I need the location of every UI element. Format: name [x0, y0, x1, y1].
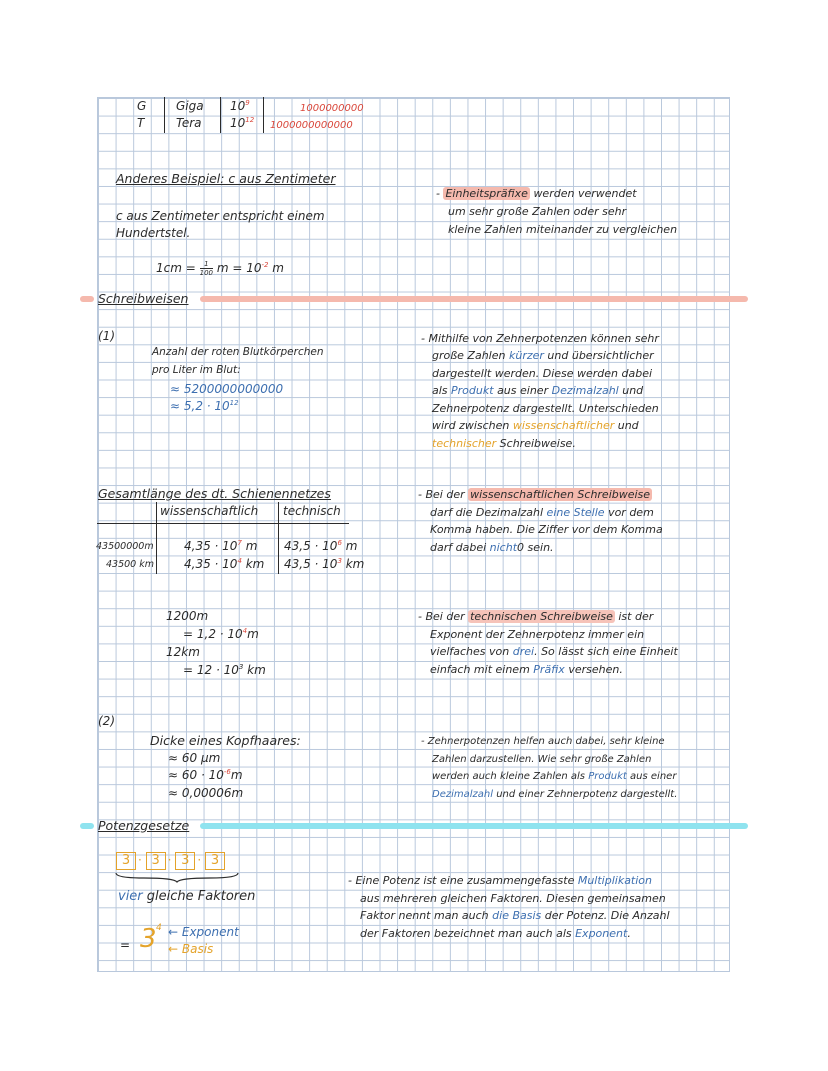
note-wiss-line-3: Komma haben. Die Ziffer vor dem Komma — [430, 523, 663, 536]
section-title-potenzgesetze: Potenzgesetze — [98, 818, 190, 833]
note-tech-line-3: vielfaches von drei. So lässt sich eine Einheit — [430, 645, 678, 658]
tech-example-2: = $1,2 \cdot 10^4m$ — [183, 627, 259, 641]
section-bar-right — [200, 296, 748, 302]
blood-value-1: ≈ 5200000000000 — [170, 382, 284, 396]
table-divider — [164, 97, 165, 133]
rail-tech-1: $43,5 \cdot 10^6$ m — [284, 539, 358, 553]
rail-table-title: Gesamtlänge des dt. Schienennetzes — [98, 486, 331, 501]
note-small-line-4: Dezimalzahl und einer Zehnerpotenz dargestellt. — [432, 789, 678, 800]
prefix-number-giga: 1000000000 — [300, 103, 364, 114]
note-small-line-3: werden auch kleine Zahlen als Produkt aus einer — [432, 771, 677, 782]
power-exponent: 4 — [156, 923, 162, 933]
rail-col-wiss: wissenschaftlich — [160, 504, 259, 518]
note-wiss-line-4: darf dabei nicht0 sein. — [430, 541, 554, 554]
tech-example-4: = $12 \cdot 10^3$ km — [183, 663, 266, 677]
section-bar-right — [200, 823, 748, 829]
blood-line-2: pro Liter im Blut: — [152, 364, 241, 376]
tech-example-1: 1200m — [166, 609, 209, 623]
note-zehner-line-4: als Produkt aus einer Dezimalzahl und — [432, 384, 644, 397]
section-bar-left — [80, 823, 94, 829]
rail-header-line — [97, 523, 349, 524]
note-power-line-4: der Faktoren bezeichnet man auch als Exponent. — [360, 927, 631, 940]
note-power-line-1: - Eine Potenz ist eine zusammengefasste Multiplikation — [348, 874, 653, 887]
label-1: (1) — [98, 329, 115, 343]
note-small-line-1: - Zehnerpotenzen helfen auch dabei, sehr kleine — [421, 736, 665, 747]
rail-wiss-2: $4,35 \cdot 10^4$ km — [184, 557, 265, 571]
table-divider — [263, 97, 264, 133]
hair-title: Dicke eines Kopfhaares: — [150, 733, 301, 748]
rail-col-divider — [278, 502, 279, 574]
hair-value-3: ≈ 0,00006m — [168, 786, 244, 800]
power-factors: 3 · 3 · 3 · 3 — [116, 852, 227, 870]
prefix-name-giga: Giga — [176, 99, 204, 113]
example-formula: 1cm = $\frac{1}{100}$ $m = 10^{-2}$ m — [156, 260, 284, 277]
note-power-line-2: aus mehreren gleichen Faktoren. Diesen gemeinsamen — [360, 892, 666, 905]
note-tech-line-4: einfach mit einem Präfix versehen. — [430, 663, 623, 676]
prefix-power-tera: $10^{12}$ — [230, 116, 255, 130]
note-zehner-line-7: technischer Schreibweise. — [432, 437, 576, 450]
example-line-1: c aus Zentimeter entspricht einem — [116, 209, 325, 223]
hair-value-2: ≈ $60 \cdot 10^{-6}m$ — [168, 768, 243, 782]
rail-col-divider — [156, 502, 157, 574]
prefix-name-tera: Tera — [176, 116, 202, 130]
label-basis: ← Basis — [168, 942, 214, 956]
note-small-line-2: Zahlen darzustellen. Wie sehr große Zahlen — [432, 754, 652, 765]
rail-tech-2: $43,5 \cdot 10^3$ km — [284, 557, 365, 571]
power-equals: = — [120, 938, 131, 952]
example-line-2: Hundertstel. — [116, 226, 191, 240]
note-prefix-line-3: kleine Zahlen miteinander zu vergleichen — [448, 223, 678, 236]
tech-example-3: 12km — [166, 645, 200, 659]
note-zehner-line-1: - Mithilfe von Zehnerpotenzen können sehr — [421, 332, 659, 345]
rail-raw-1: 43500000m — [96, 541, 154, 552]
rail-raw-2: 43500 km — [106, 559, 154, 570]
label-2: (2) — [98, 714, 115, 728]
note-tech-line-1: - Bei der technischen Schreibweise ist der — [418, 610, 654, 623]
power-base: 3 — [140, 924, 157, 954]
section-title-schreibweisen: Schreibweisen — [98, 291, 189, 306]
table-divider — [220, 97, 221, 133]
rail-col-tech: technisch — [283, 504, 341, 518]
note-zehner-line-5: Zehnerpotenz dargestellt. Unterschieden — [432, 402, 659, 415]
note-prefix-line-2: um sehr große Zahlen oder sehr — [448, 205, 627, 218]
brace-icon — [114, 871, 240, 883]
section-bar-left — [80, 296, 94, 302]
note-zehner-line-2: große Zahlen kürzer und übersichtlicher — [432, 349, 654, 362]
rail-wiss-1: $4,35 \cdot 10^7$ m — [184, 539, 258, 553]
prefix-number-tera: 1000000000000 — [270, 120, 353, 131]
blood-value-2: ≈ $5,2 \cdot 10^{12}$ — [170, 399, 239, 413]
note-wiss-line-2: darf die Dezimalzahl eine Stelle vor dem — [430, 506, 654, 519]
note-prefix-line-1: - Einheitspräfixe werden verwendet — [436, 187, 637, 200]
note-tech-line-2: Exponent der Zehnerpotenz immer ein — [430, 628, 645, 641]
note-wiss-line-1: - Bei der wissenschaftlichen Schreibweise — [418, 488, 651, 501]
note-zehner-line-3: dargestellt werden. Diese werden dabei — [432, 367, 653, 380]
example-title: Anderes Beispiel: c aus Zentimeter — [116, 171, 336, 186]
note-zehner-line-6: wird zwischen wissenschaftlicher und — [432, 419, 639, 432]
prefix-symbol-t: T — [137, 116, 145, 130]
blood-line-1: Anzahl der roten Blutkörperchen — [152, 346, 324, 358]
power-caption: vier gleiche Faktoren — [118, 889, 256, 904]
label-exponent: ← Exponent — [168, 925, 239, 939]
prefix-power-giga: $10^9$ — [230, 99, 250, 113]
hair-value-1: ≈ 60 µm — [168, 751, 221, 765]
note-power-line-3: Faktor nennt man auch die Basis der Potenz. Die Anzahl — [360, 909, 670, 922]
prefix-symbol-g: G — [137, 99, 147, 113]
